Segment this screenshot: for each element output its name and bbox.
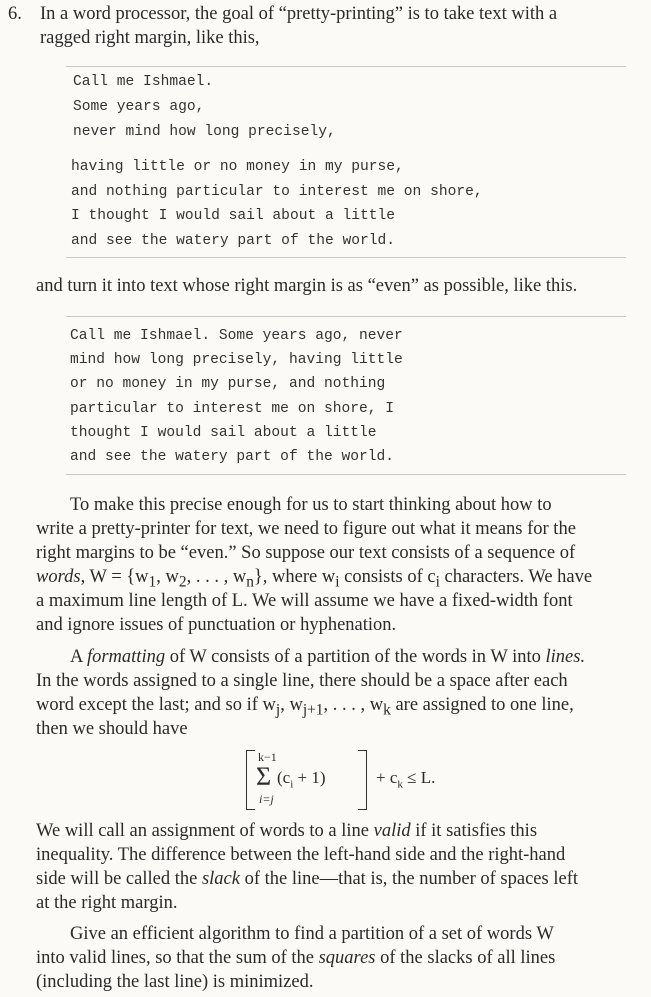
even-line-3: or no money in my purse, and nothing (70, 376, 386, 392)
rhs-leq-l: ≤ L. (402, 768, 436, 787)
para1-line-3: right margins to be “even.” So suppose our text consists of a sequence of (36, 543, 576, 563)
ellipsis-wk: , . . . , w (323, 695, 384, 715)
para1-line-1: To make this precise enough for us to start thinking about how to (70, 495, 552, 515)
sub-i-2: i (435, 573, 440, 591)
sub-j: j (275, 701, 281, 719)
sigma-symbol: Σ (256, 762, 272, 791)
para1-line-2: write a pretty-printer for text, we need to figure out what it means for the (36, 519, 576, 539)
para1-line-5: a maximum line length of L. We will assume we have a fixed-width font (36, 591, 573, 611)
sub-j1: j+1 (302, 701, 324, 719)
even-line-1: Call me Ishmael. Some years ago, never (70, 328, 403, 344)
even-line-5: thought I would sail about a little (70, 425, 377, 441)
sub-i: i (335, 573, 340, 591)
sub-2: 2 (178, 573, 187, 591)
sub-1: 1 (148, 573, 157, 591)
divider-bottom-1 (66, 257, 626, 258)
para3-line-3 (36, 867, 578, 892)
divider-top-1 (66, 66, 626, 67)
term-c: (c (277, 768, 291, 787)
set-open: , W = {w (80, 567, 149, 587)
even-line-6: and see the watery part of the world. (70, 449, 395, 465)
ragged-line-5: and nothing particular to interest me on shore, (71, 184, 483, 200)
article-a: A (70, 647, 83, 667)
divider-bottom-2 (66, 474, 626, 475)
ragged-line-2: Some years ago, (73, 99, 205, 115)
para4-l2-start: into valid lines, so that the sum of the (36, 948, 314, 968)
sum-lower: i=j (259, 792, 274, 806)
ellipsis-w: , . . . , w (186, 567, 247, 587)
even-line-4: particular to interest me on shore, I (70, 401, 395, 417)
para2-l1-mid: of W consists of a partition of the words in W into (169, 647, 541, 667)
para4-line-1: Give an efficient algorithm to find a partition of a set of words W (70, 924, 554, 944)
even-line-2: mind how long precisely, having little (70, 352, 403, 368)
comma-wj1: , w (280, 695, 303, 715)
para3-l1-start: We will call an assignment of words to a line (36, 821, 369, 841)
transition-line: and turn it into text whose right margin is as “even” as possible, like this. (36, 276, 578, 296)
para3-l3-end: of the line—that is, the number of spaces left (244, 869, 578, 889)
slack-term: slack (201, 869, 240, 889)
para3-l3-start: side will be called the (36, 869, 198, 889)
words-term: words (36, 567, 81, 587)
lines-term: lines. (545, 647, 586, 667)
para2-line-2: In the words assigned to a single line, there should be a space after each (36, 671, 568, 691)
divider-top-2 (66, 316, 626, 317)
left-bracket (246, 750, 255, 810)
ragged-line-3: never mind how long precisely, (73, 124, 336, 140)
sum-upper: k−1 (258, 750, 277, 764)
characters-tail: characters. We have (439, 567, 593, 587)
formula-rhs (376, 768, 435, 790)
problem-number: 6. (8, 4, 22, 24)
para4-l2-end: of the slacks of all lines (380, 948, 556, 968)
para2-line-4: then we should have (36, 719, 188, 739)
para2-l3-start: word except the last; and so if w (36, 695, 276, 715)
valid-term: valid (373, 821, 411, 841)
para2-line-1 (70, 645, 585, 670)
consists-c: consists of c (339, 567, 436, 587)
term-plus-one: + 1) (293, 768, 326, 787)
ragged-line-1: Call me Ishmael. (73, 74, 214, 90)
para4-line-2 (36, 946, 555, 971)
ragged-line-7: and see the watery part of the world. (71, 233, 396, 249)
para4-line-3: (including the last line) is minimized. (36, 972, 314, 992)
comma-w: , w (156, 567, 179, 587)
term-sub-i: i (290, 778, 294, 791)
formatting-term: formatting (86, 647, 166, 667)
intro-line-1: In a word processor, the goal of “pretty-printing” is to take text with a (40, 4, 558, 24)
ragged-line-4: having little or no money in my purse, (71, 159, 404, 175)
para3-l1-end: if it satisfies this (415, 821, 538, 841)
para2-l3-end: are assigned to one line, (390, 695, 574, 715)
para3-line-2: inequality. The difference between the left-hand side and the right-hand (36, 845, 566, 865)
para3-line-4: at the right margin. (36, 893, 178, 913)
sum-term (277, 768, 326, 790)
squares-term: squares (318, 948, 376, 968)
para1-line-6: and ignore issues of punctuation or hyphenation. (36, 615, 397, 635)
rhs-c: + c (376, 768, 398, 787)
right-bracket (358, 750, 367, 810)
ragged-line-6: I thought I would sail about a little (71, 208, 396, 224)
sub-k: k (383, 701, 391, 719)
para3-line-1 (36, 819, 537, 844)
where-w: }, where w (253, 567, 336, 587)
intro-line-2: ragged right margin, like this, (40, 28, 260, 48)
inequality-formula (246, 750, 436, 810)
sub-n: n (246, 573, 254, 591)
rhs-sub-k: k (397, 778, 403, 791)
